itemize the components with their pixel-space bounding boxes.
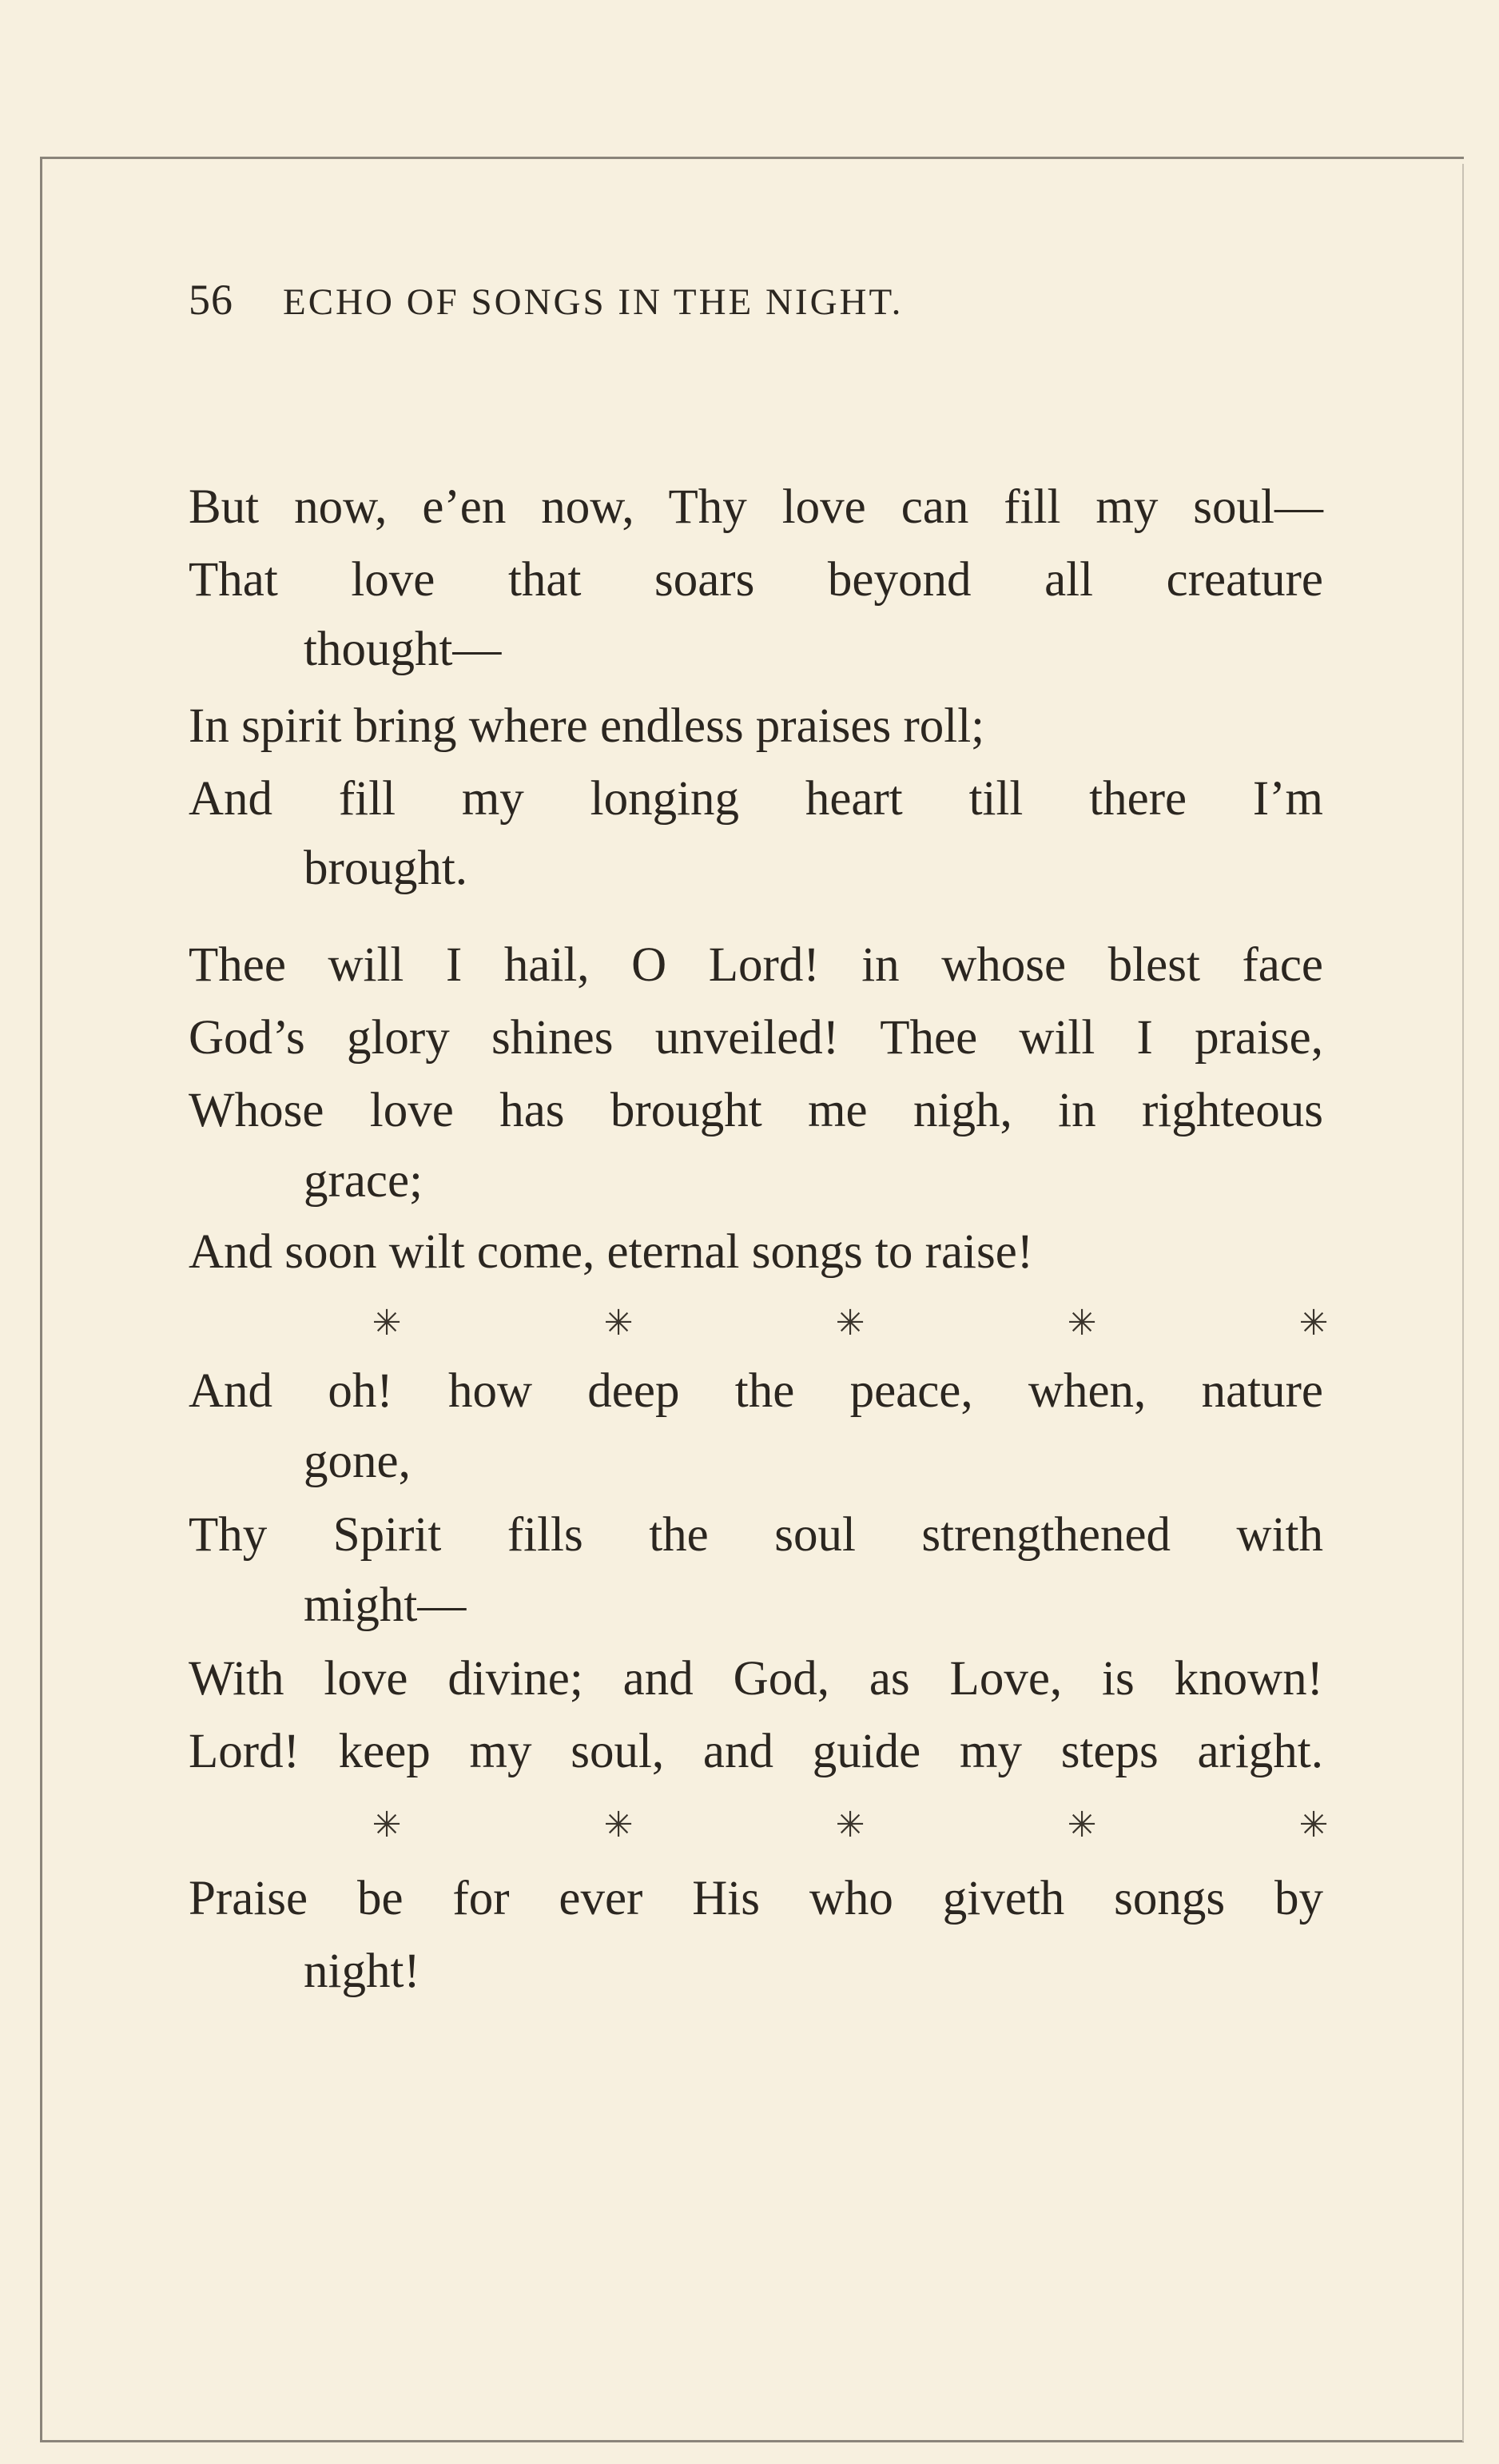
asterisk-icon: ✳ xyxy=(1298,1304,1329,1343)
asterisk-icon: ✳ xyxy=(603,1304,634,1343)
poem-line: night! xyxy=(304,1945,420,1998)
section-separator xyxy=(363,1801,1338,1849)
poem-line: Thy Spirit fills the soul strengthened with xyxy=(189,1508,1323,1562)
section-separator xyxy=(363,1300,1338,1347)
asterisk-icon: ✳ xyxy=(603,1805,634,1845)
running-head xyxy=(189,275,903,331)
asterisk-icon: ✳ xyxy=(835,1805,865,1845)
poem-line: But now, e’en now, Thy love can fill my soul— xyxy=(189,480,1323,534)
asterisk-icon: ✳ xyxy=(1298,1805,1329,1845)
poem-line: thought— xyxy=(304,623,502,676)
asterisk-icon: ✳ xyxy=(1067,1304,1097,1343)
poem-line: brought. xyxy=(304,842,468,895)
asterisk-icon: ✳ xyxy=(835,1304,865,1343)
poem-line: grace; xyxy=(304,1154,423,1208)
poem-line: And oh! how deep the peace, when, nature xyxy=(189,1364,1323,1418)
poem-line: might— xyxy=(304,1578,467,1632)
running-title: ECHO OF SONGS IN THE NIGHT. xyxy=(283,281,904,323)
poem-line: Whose love has brought me nigh, in righteous xyxy=(189,1084,1323,1137)
poem-line: With love divine; and God, as Love, is known! xyxy=(189,1652,1323,1706)
poem-line: And soon wilt come, eternal songs to raise! xyxy=(189,1225,1034,1279)
poem-line: And fill my longing heart till there I’m xyxy=(189,772,1323,826)
page-edge xyxy=(1462,164,1464,2442)
poem-line: Praise be for ever His who giveth songs by xyxy=(189,1872,1323,1925)
poem-line: Lord! keep my soul, and guide my steps aright. xyxy=(189,1725,1323,1778)
asterisk-icon: ✳ xyxy=(372,1304,402,1343)
poem-line: gone, xyxy=(304,1435,411,1488)
poem-line: In spirit bring where endless praises roll; xyxy=(189,699,985,753)
asterisk-icon: ✳ xyxy=(1067,1805,1097,1845)
asterisk-icon: ✳ xyxy=(372,1805,402,1845)
poem-line: God’s glory shines unveiled! Thee will I praise, xyxy=(189,1011,1323,1065)
poem-line: That love that soars beyond all creature xyxy=(189,553,1323,607)
poem-line: Thee will I hail, O Lord! in whose blest face xyxy=(189,938,1323,992)
page-number: 56 xyxy=(189,276,233,324)
